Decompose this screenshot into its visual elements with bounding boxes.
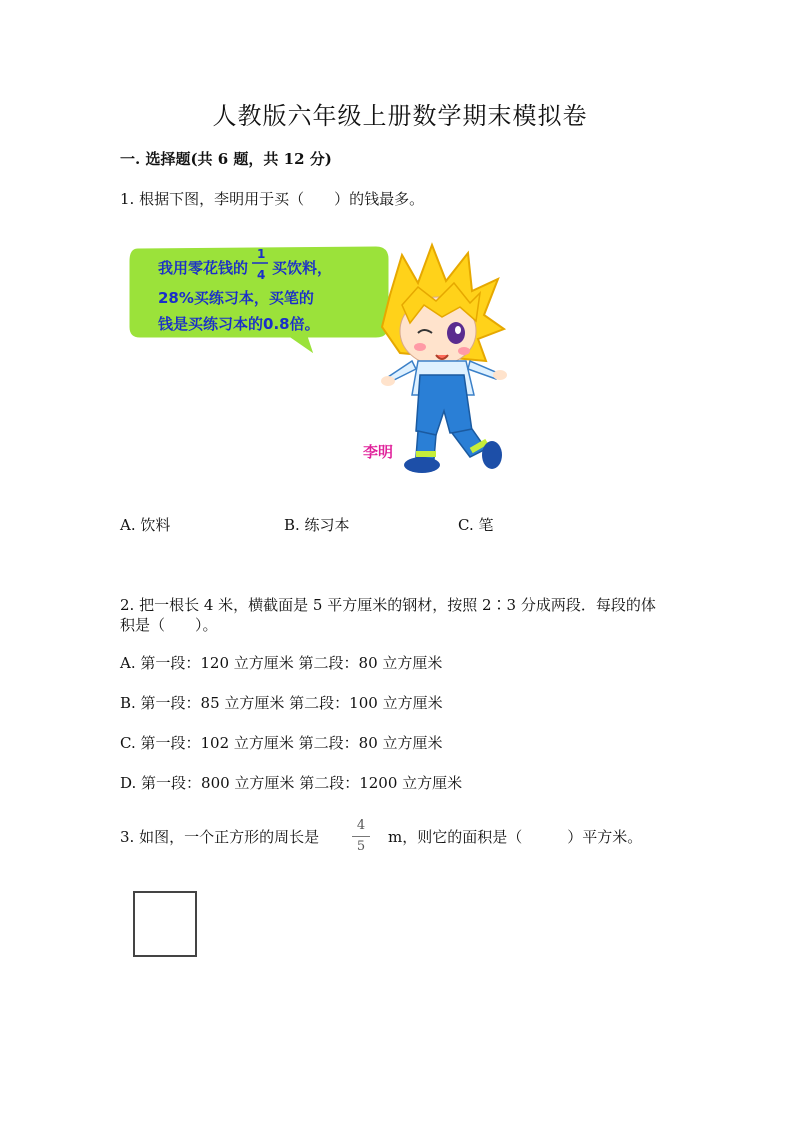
question-1-options xyxy=(120,514,720,536)
square-figure xyxy=(133,891,197,957)
question-3-fraction xyxy=(352,818,370,855)
bubble-line-2: 28%买练习本，买笔的 xyxy=(158,289,314,307)
bubble-fraction-numerator: 1 xyxy=(257,247,266,261)
bubble-line-1a: 我用零花钱的 xyxy=(158,259,249,277)
question-2-option-a: A. 第一段：120 立方厘米 第二段：80 立方厘米 xyxy=(120,654,443,672)
question-2-stem-line-1: 2. 把一根长 4 米，横截面是 5 平方厘米的钢材，按照 2∶3 分成两段．每段的体 xyxy=(120,596,656,614)
bubble-line-3: 钱是买练习本的0.8倍。 xyxy=(158,315,320,333)
question-2-stem-line-2: 积是（ ）。 xyxy=(120,616,218,634)
fraction-denominator: 5 xyxy=(356,839,366,854)
question-2-option-b: B. 第一段：85 立方厘米 第二段：100 立方厘米 xyxy=(120,694,443,712)
option-c: C. 笔 xyxy=(458,516,494,534)
character-name-label: 李明 xyxy=(363,443,394,461)
section-heading: 一. 选择题(共 6 题，共 12 分) xyxy=(120,150,332,168)
question-2-option-d: D. 第一段：800 立方厘米 第二段：1200 立方厘米 xyxy=(120,774,463,792)
question-3-stem-after: m，则它的面积是（ ）平方米。 xyxy=(388,828,643,846)
fraction-numerator: 4 xyxy=(356,818,366,833)
bubble-line-1b: 买饮料， xyxy=(272,259,333,277)
fraction-bar xyxy=(352,836,370,837)
option-b: B. 练习本 xyxy=(284,516,350,534)
question-1-illustration xyxy=(120,235,520,485)
option-a: A. 饮料 xyxy=(120,516,171,534)
page-title: 人教版六年级上册数学期末模拟卷 xyxy=(212,102,588,130)
boy-figure xyxy=(381,245,507,473)
question-1-stem: 1. 根据下图，李明用于买（ ）的钱最多。 xyxy=(120,190,425,208)
question-2-option-c: C. 第一段：102 立方厘米 第二段：80 立方厘米 xyxy=(120,734,443,752)
question-3-stem-before: 3. 如图，一个正方形的周长是 xyxy=(120,828,320,846)
bubble-fraction-denominator: 4 xyxy=(257,268,266,282)
